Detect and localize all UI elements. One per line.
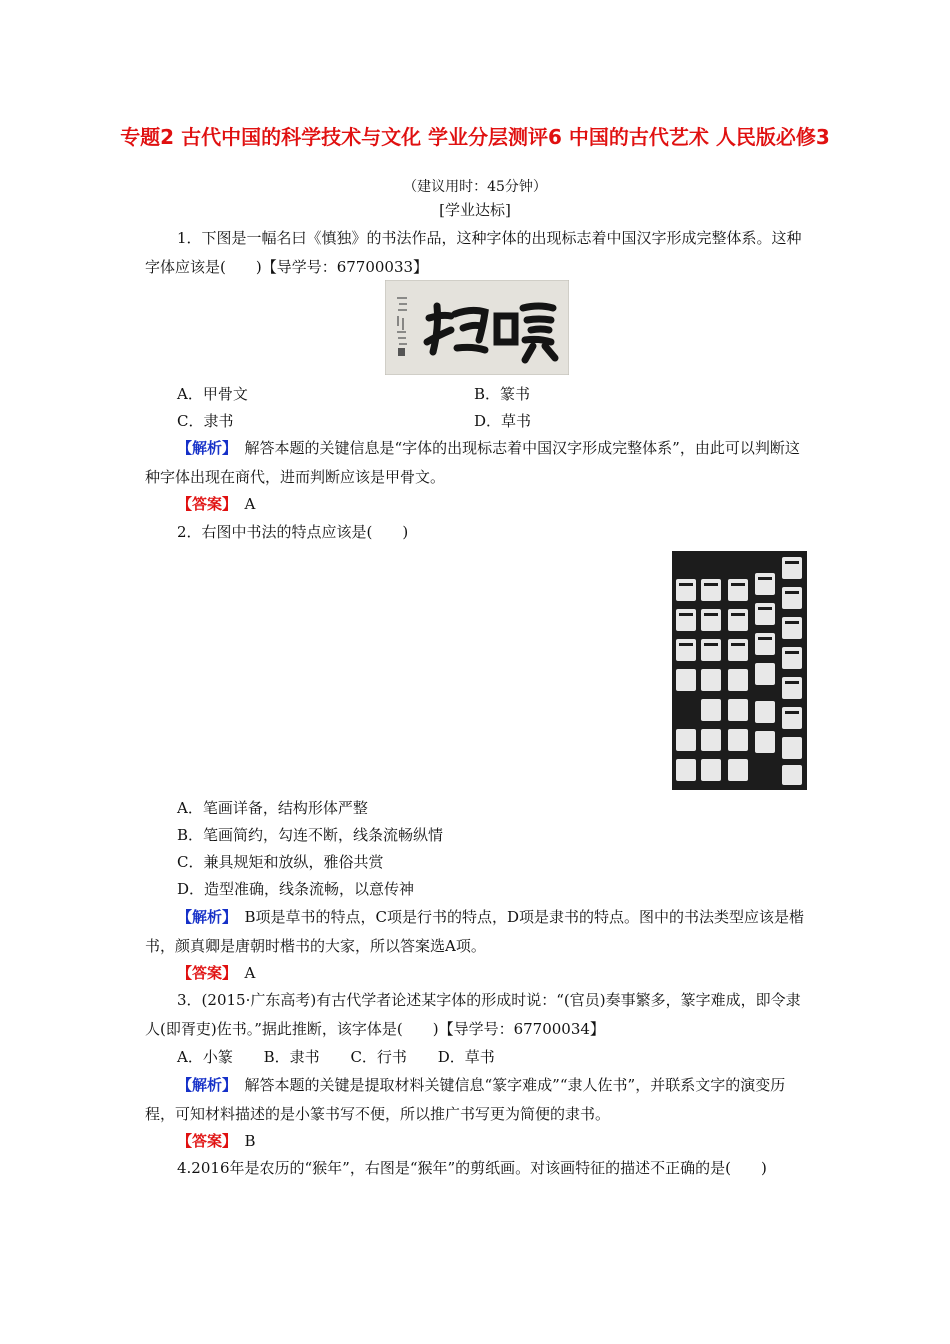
q3-analysis-label: 【解析】 [177,1076,230,1094]
q2-answer-text: A [229,964,256,982]
q1-answer-label: 【答案】 [177,495,230,513]
q3-answer [145,1127,807,1156]
q3-stem: 3．(2015·广东高考)有古代学者论述某字体的形成时说：“(官员)奏事繁多，篆字难成，即令隶人(即胥吏)佐书。”据此推断，该字体是( )【导学号：67700034】 [145,991,801,1038]
q1-analysis-text: 解答本题的关键信息是“字体的出现标志着中国汉字形成完整体系”，由此可以判断这种字体出现在商代，进而判断应该是甲骨文。 [145,439,800,486]
q2-option-a: A．笔画详备，结构形体严整 [177,799,368,817]
q1-answer-text: A [229,495,256,513]
section-heading: [学业达标] [439,201,511,219]
q1-option-d: D．草书 [474,412,532,430]
q3-option-a: A．小篆 [177,1048,233,1066]
q2-analysis [145,903,807,961]
q1-stem: 1．下图是一幅名曰《慎独》的书法作品，这种字体的出现标志着中国汉字形成完整体系。这种字体应该是( )【导学号：67700033】 [145,229,802,276]
q3-analysis [145,1071,807,1129]
q2-analysis-label: 【解析】 [177,908,230,926]
q1-analysis-label: 【解析】 [177,439,230,457]
q3-answer-label: 【答案】 [177,1132,230,1150]
q3-option-d: D．草书 [437,1048,495,1066]
stele-rubbing-image-icon [672,551,807,790]
q2-option-d: D．造型准确，线条流畅，以意传神 [177,880,415,898]
time-hint: （建议用时：45分钟） [403,179,547,195]
q1-answer [145,490,807,519]
q2-stem: 2．右图中书法的特点应该是( ) [177,523,409,541]
q3-option-c: C．行书 [350,1048,407,1066]
q4-stem: 4.2016年是农历的“猴年”，右图是“猴年”的剪纸画。对该画特征的描述不正确的是( ) [177,1159,767,1177]
q1-option-a: A．甲骨文 [177,385,248,403]
q2-answer-label: 【答案】 [177,964,230,982]
q3-option-b: B．隶书 [263,1048,320,1066]
q3-analysis-text: 解答本题的关键是提取材料关键信息“篆字难成”“隶人佐书”，并联系文字的演变历程，可知材料描述的是小篆书写不便，所以推广书写更为简便的隶书。 [145,1076,786,1123]
q3-answer-text: B [229,1132,256,1150]
q2-option-b: B．笔画简约，勾连不断，线条流畅纵情 [177,826,444,844]
q1-option-c: C．隶书 [177,412,234,430]
q3-options [177,1046,521,1068]
q1-option-b: B．篆书 [474,385,531,403]
q2-option-c: C．兼具规矩和放纵，雅俗共赏 [177,853,384,871]
q2-answer [145,959,807,988]
q1-analysis [145,434,807,492]
page-title: 专题2 古代中国的科学技术与文化 学业分层测评6 中国的古代艺术 人民版必修3 [120,125,830,149]
calligraphy-image-icon [385,280,569,375]
q2-analysis-text: B项是草书的特点，C项是行书的特点，D项是隶书的特点。图中的书法类型应该是楷书，颜真卿是唐朝时楷书的大家，所以答案选A项。 [145,908,805,955]
